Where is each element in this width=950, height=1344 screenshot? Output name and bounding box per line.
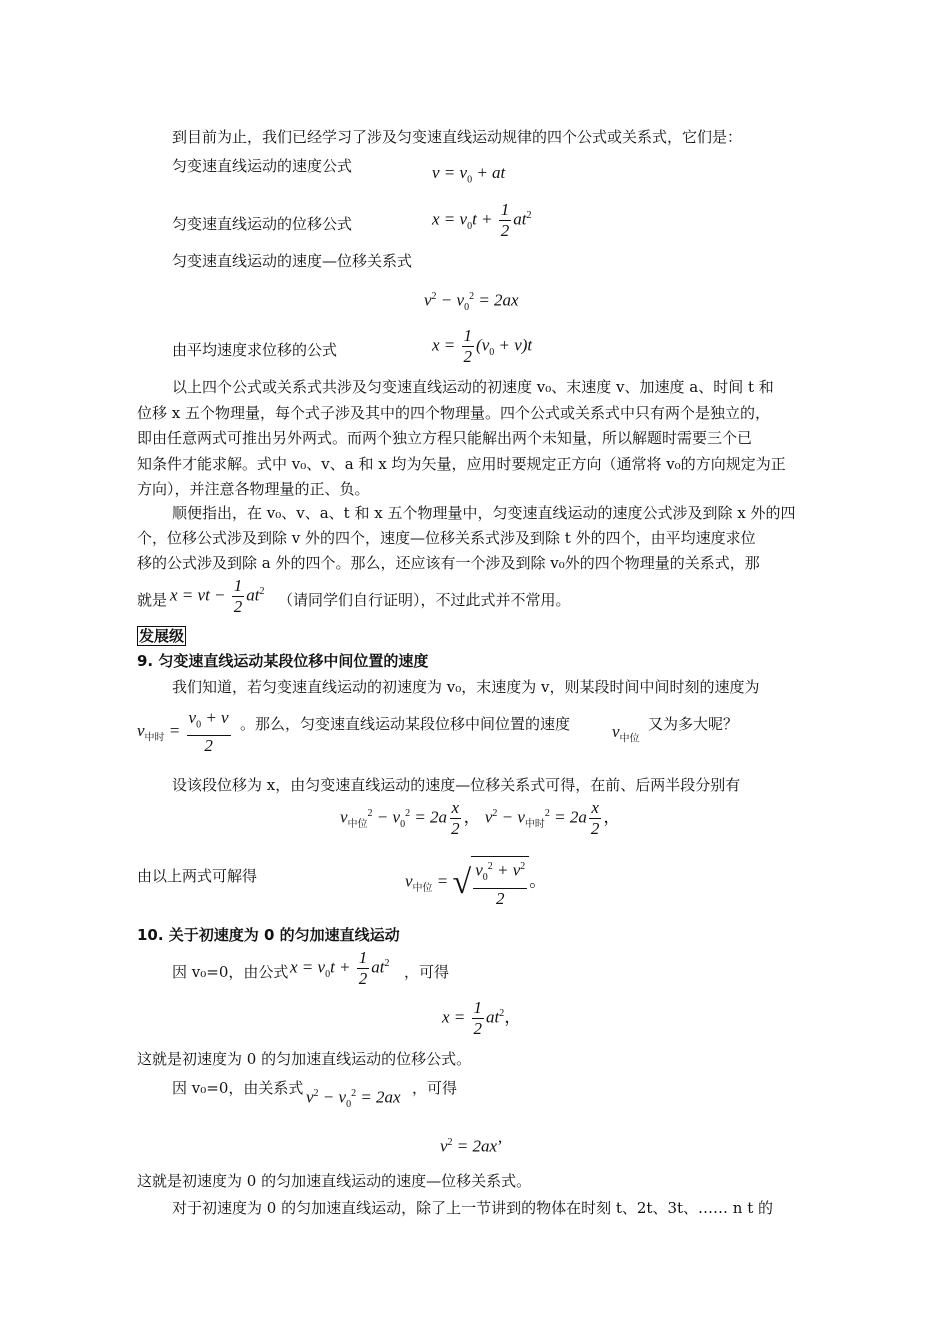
fifth-formula: x = vt − $\frac{1}{2}$ $at^2$ bbox=[170, 576, 265, 616]
section-heading-10: 10. 关于初速度为 0 的匀加速直线运动 bbox=[137, 926, 400, 944]
zero-initial-velocity-displacement: $v^2 = 2ax$’ bbox=[440, 1136, 503, 1156]
section-heading-9: 9. 匀变速直线运动某段位移中间位置的速度 bbox=[137, 652, 429, 670]
paragraph-line: 由以上两式可解得 bbox=[137, 867, 258, 885]
mid-position-velocity-symbol: $v_{中位}$ bbox=[612, 722, 640, 745]
paragraph-line: 即由任意两式可推出另外两式。而两个独立方程只能解出两个未知量，所以解题时需要三个已 bbox=[137, 429, 753, 447]
paragraph-line: 顺便指出，在 v₀、v、a、t 和 x 五个物理量中，匀变速直线运动的速度公式涉及到除 x 外的四 bbox=[172, 504, 796, 522]
paragraph-line: ，可得 bbox=[412, 1079, 458, 1097]
velocity-formula: $v = v_0$ + at bbox=[432, 163, 506, 186]
displacement-formula-label: 匀变速直线运动的位移公式 bbox=[172, 215, 353, 233]
paragraph-line: 知条件才能求解。式中 v₀、v、a 和 x 均为矢量，应用时要规定正方向（通常将 v₀的方向规定为正 bbox=[137, 455, 786, 473]
paragraph-line: 以上四个公式或关系式共涉及匀变速直线运动的初速度 v₀、末速度 v、加速度 a、时间 t 和 bbox=[172, 378, 774, 396]
intro-paragraph: 到目前为止，我们已经学习了涉及匀变速直线运动规律的四个公式或关系式，它们是： bbox=[172, 128, 743, 146]
paragraph-line: 对于初速度为 0 的匀加速直线运动，除了上一节讲到的物体在时刻 t、2t、3t、…… n t 的 bbox=[172, 1199, 774, 1217]
paragraph-line: 方向），并注意各物理量的正、负。 bbox=[137, 480, 370, 498]
paragraph-line: 个，位移公式涉及到除 v 外的四个，速度—位移关系式涉及到除 t 外的四个，由平均速度求位 bbox=[137, 529, 756, 547]
paragraph-line: （请同学们自行证明），不过此式并不常用。 bbox=[278, 591, 571, 609]
velocity-displacement-label: 匀变速直线运动的速度—位移关系式 bbox=[172, 252, 413, 270]
mid-position-velocity-result: $v_{中位}$ = √ $\frac{v_0^2 + v^2}{2}$ 。 bbox=[405, 856, 546, 909]
paragraph-line: 位移 x 五个物理量，每个式子涉及其中的四个物理量。四个公式或关系式中只有两个是独立的， bbox=[137, 404, 770, 422]
paragraph-line: 又为多大呢？ bbox=[648, 715, 739, 733]
velocity-displacement-formula: $v^2 - v_0^2 = 2ax$ bbox=[424, 290, 519, 314]
paragraph-line: 就是 bbox=[137, 591, 168, 609]
displacement-formula-inline: $x = v_0t$ + $\frac{1}{2}$ $at^2$ bbox=[290, 948, 390, 988]
velocity-formula-label: 匀变速直线运动的速度公式 bbox=[172, 157, 353, 175]
zero-initial-displacement-formula: x = $\frac{1}{2}$ $at^2$， bbox=[442, 998, 522, 1038]
mid-time-velocity-formula: $v_{中时}$ = $\frac{v_0 + v}{2}$ bbox=[137, 708, 229, 756]
paragraph-line: 这就是初速度为 0 的匀加速直线运动的位移公式。 bbox=[137, 1050, 472, 1068]
paragraph-line: ，可得 bbox=[404, 963, 450, 981]
paragraph-line: 设该段位移为 x，由匀变速直线运动的速度—位移关系式可得，在前、后两半段分别有 bbox=[172, 776, 741, 794]
paragraph-line: 因 v₀=0，由公式 bbox=[172, 963, 289, 981]
velocity-displacement-inline: $v^2 - v_0^2 = 2ax$ bbox=[306, 1087, 401, 1111]
paragraph-line: 因 v₀=0，由关系式 bbox=[172, 1079, 304, 1097]
paragraph-line: 我们知道，若匀变速直线运动的初速度为 v₀，末速度为 v，则某段时间中间时刻的速度为 bbox=[172, 678, 760, 696]
paragraph-line: 这就是初速度为 0 的匀加速直线运动的速度—位移关系式。 bbox=[137, 1172, 532, 1190]
average-velocity-formula: x = $\frac{1}{2}$ $(v_0 + v)t$ bbox=[432, 326, 533, 366]
average-velocity-label: 由平均速度求位移的公式 bbox=[172, 341, 338, 359]
paragraph-line: 。那么，匀变速直线运动某段位移中间位置的速度 bbox=[240, 715, 571, 733]
displacement-formula: $x = v_0t$ + $\frac{1}{2}$ $at^2$ bbox=[432, 200, 532, 240]
half-segment-equations: $v_{中位}^2 - v_0^2 = 2a$ $\frac{x}{2}$ ， $v^2 - v_{中时}^2 = 2a$ $\frac{x}{2}$ ， bbox=[340, 798, 621, 838]
level-label: 发展级 bbox=[139, 627, 185, 645]
paragraph-line: 移的公式涉及到除 a 外的四个。那么，还应该有一个涉及到除 v₀外的四个物理量的关系式，那 bbox=[137, 554, 760, 572]
